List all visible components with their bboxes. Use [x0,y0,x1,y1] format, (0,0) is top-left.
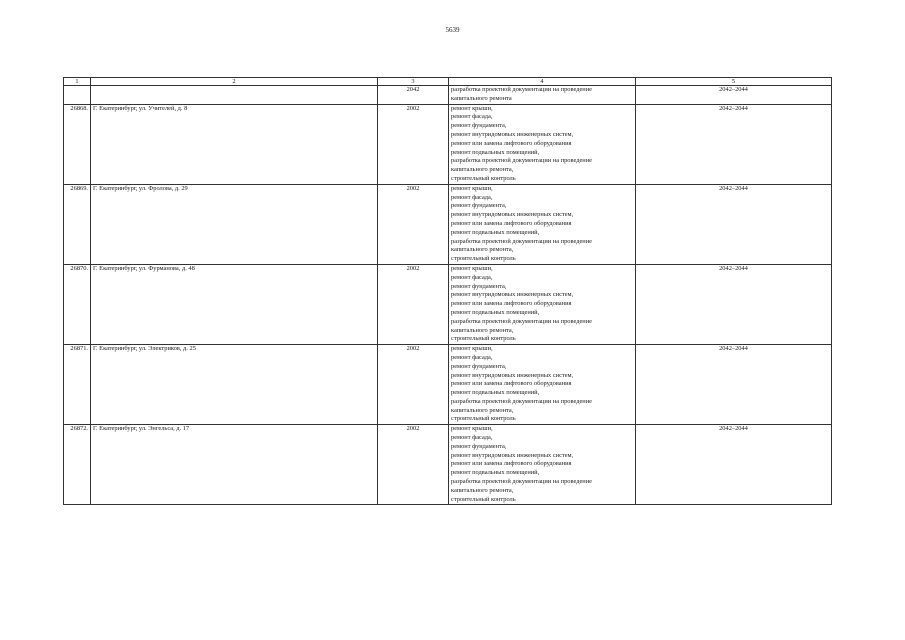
repair-work-item: капитального ремонта, [451,166,514,174]
column-header-2: 2 [91,78,378,86]
repair-work-item: ремонт внутридомовых инженерных систем, [451,371,574,379]
column-header-1: 1 [64,78,91,86]
repair-work-item: капитального ремонта, [451,246,514,254]
repair-work-item: ремонт фундамента, [451,282,507,290]
repair-work-item: ремонт подвальных помещений, [451,389,540,397]
building-address: Г. Екатеринбург, ул. Фролова, д. 29 [91,184,378,264]
commissioning-year: 2042 [378,86,449,105]
repair-work-item: ремонт фасада, [451,113,493,121]
repair-work-item: капитального ремонта [451,94,512,102]
repair-work-item: ремонт фундамента, [451,122,507,130]
repair-schedule-table [63,77,832,505]
table-row [64,86,832,105]
repair-work-item: строительный контроль [451,495,516,503]
planned-period: 2042–2044 [636,425,832,505]
repair-work-item: разработка проектной документации на проведение [451,86,592,93]
commissioning-year: 2002 [378,345,449,425]
repair-work-item: ремонт фундамента, [451,202,507,210]
page-number: 5639 [445,26,460,34]
commissioning-year: 2002 [378,264,449,344]
repair-work-item: ремонт подвальных помещений, [451,228,540,236]
repair-work-item: ремонт внутридомовых инженерных систем, [451,451,574,459]
table-row [64,264,832,344]
repair-work-item: ремонт фасада, [451,434,493,442]
commissioning-year: 2002 [378,425,449,505]
repair-works-list [449,184,636,264]
repair-work-item: разработка проектной документации на проведение [451,397,592,405]
column-header-5: 5 [636,78,832,86]
repair-work-item: ремонт крыши, [451,345,493,353]
repair-work-item: ремонт или замена лифтового оборудования [451,300,572,308]
repair-work-item: разработка проектной документации на проведение [451,478,592,486]
table-body [64,86,832,505]
table-header [64,78,832,86]
repair-work-item: разработка проектной документации на проведение [451,157,592,165]
repair-work-item: строительный контроль [451,174,516,182]
repair-work-item: ремонт или замена лифтового оборудования [451,460,572,468]
planned-period: 2042–2044 [636,104,832,184]
repair-work-item: ремонт подвальных помещений, [451,469,540,477]
building-address [91,86,378,105]
repair-work-item: ремонт внутридомовых инженерных систем, [451,211,574,219]
row-number: 26869. [64,184,91,264]
repair-work-item: ремонт крыши, [451,264,493,272]
repair-work-item: ремонт или замена лифтового оборудования [451,139,572,147]
repair-work-item: ремонт или замена лифтового оборудования [451,380,572,388]
repair-work-item: ремонт фундамента, [451,362,507,370]
building-address: Г. Екатеринбург, ул. Электриков, д. 25 [91,345,378,425]
repair-work-item: ремонт подвальных помещений, [451,148,540,156]
building-address: Г. Екатеринбург, ул. Учителей, д. 8 [91,104,378,184]
table-row [64,425,832,505]
commissioning-year: 2002 [378,104,449,184]
commissioning-year: 2002 [378,184,449,264]
repair-work-item: ремонт или замена лифтового оборудования [451,219,572,227]
row-number [64,86,91,105]
planned-period: 2042–2044 [636,86,832,105]
repair-work-item: строительный контроль [451,335,516,343]
repair-work-item: разработка проектной документации на проведение [451,237,592,245]
header-row [64,78,832,86]
table-row [64,345,832,425]
building-address: Г. Екатеринбург, ул. Фурманова, д. 48 [91,264,378,344]
repair-works-list [449,104,636,184]
repair-work-item: ремонт фасада, [451,193,493,201]
repair-work-item: ремонт крыши, [451,425,493,433]
column-header-3: 3 [378,78,449,86]
repair-works-list [449,264,636,344]
repair-work-item: ремонт фундамента, [451,442,507,450]
row-number: 26872. [64,425,91,505]
repair-work-item: ремонт фасада, [451,273,493,281]
repair-work-item: ремонт внутридомовых инженерных систем, [451,130,574,138]
table-row [64,184,832,264]
row-number: 26870. [64,264,91,344]
table-row [64,104,832,184]
repair-works-list [449,86,636,105]
planned-period: 2042–2044 [636,345,832,425]
repair-work-item: капитального ремонта, [451,326,514,334]
repair-work-item: капитального ремонта, [451,486,514,494]
repair-work-item: капитального ремонта, [451,406,514,414]
row-number: 26871. [64,345,91,425]
column-header-4: 4 [449,78,636,86]
repair-work-item: ремонт крыши, [451,184,493,192]
repair-work-item: строительный контроль [451,415,516,423]
repair-work-item: ремонт крыши, [451,104,493,112]
repair-work-item: строительный контроль [451,255,516,263]
repair-work-item: ремонт фасада, [451,353,493,361]
repair-work-item: ремонт внутридомовых инженерных систем, [451,291,574,299]
repair-works-list [449,425,636,505]
building-address: Г. Екатеринбург, ул. Энгельса, д. 17 [91,425,378,505]
planned-period: 2042–2044 [636,184,832,264]
planned-period: 2042–2044 [636,264,832,344]
row-number: 26868. [64,104,91,184]
repair-work-item: разработка проектной документации на проведение [451,317,592,325]
repair-work-item: ремонт подвальных помещений, [451,308,540,316]
repair-works-list [449,345,636,425]
